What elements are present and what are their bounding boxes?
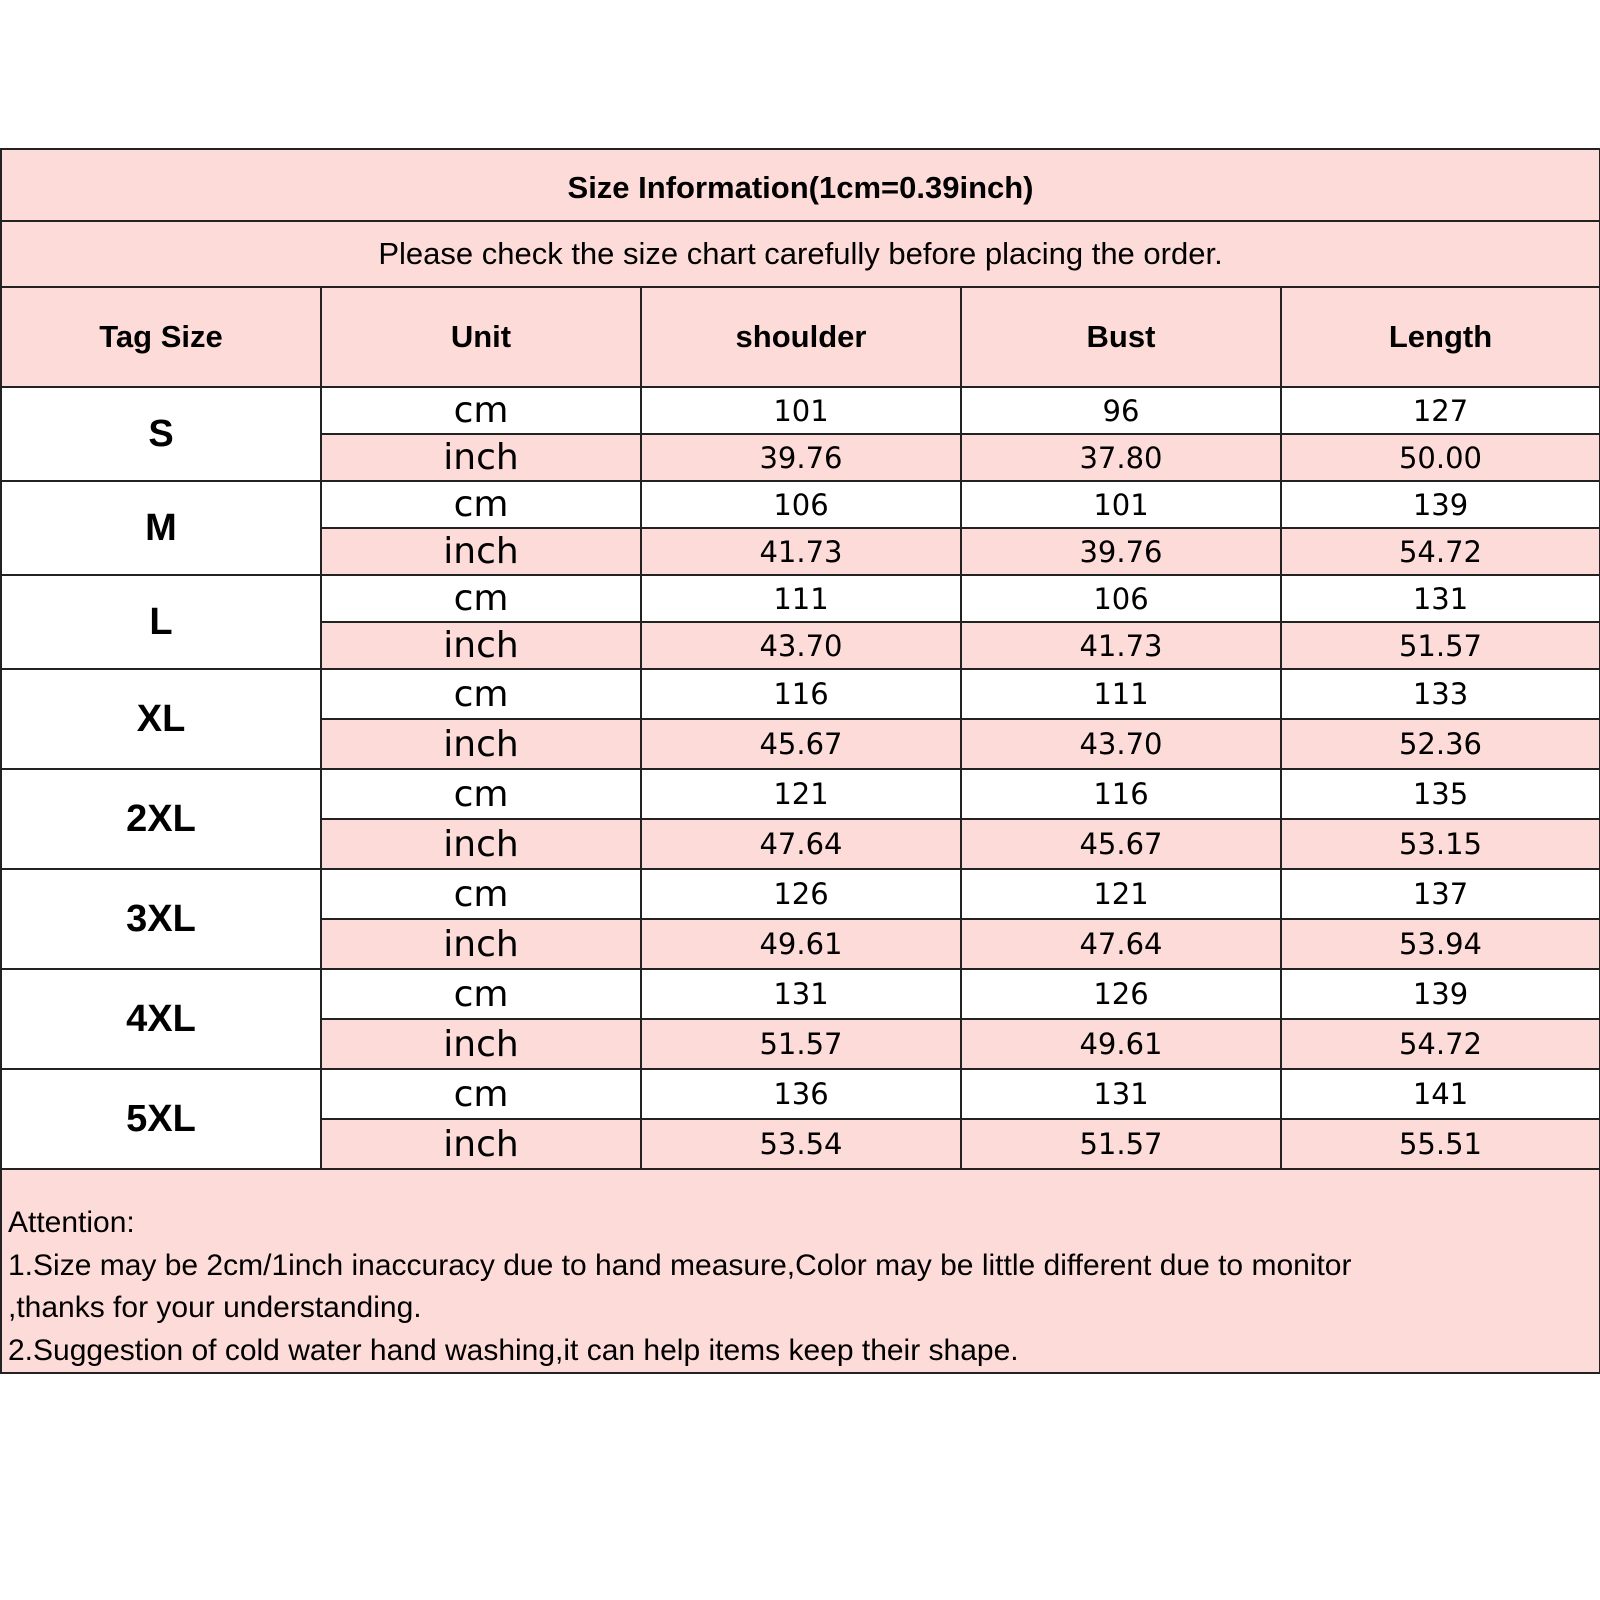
shoulder-value-cell: 121 (641, 769, 961, 819)
attention-line-1: 1.Size may be 2cm/1inch inaccuracy due to hand measure,Color may be little different due to monitor (8, 1248, 1352, 1282)
length-value-cell: 133 (1281, 669, 1600, 719)
length-value-cell: 53.15 (1281, 819, 1600, 869)
bust-value-cell: 45.67 (961, 819, 1281, 869)
bust-value-cell: 37.80 (961, 434, 1281, 481)
bust-value-cell: 106 (961, 575, 1281, 622)
shoulder-value-cell: 51.57 (641, 1019, 961, 1069)
size-row-l-cm (1, 575, 1600, 622)
attention-line-2: ,thanks for your understanding. (8, 1291, 422, 1324)
length-value-cell: 139 (1281, 481, 1600, 528)
size-row-4xl-cm (1, 969, 1600, 1019)
unit-cell: inch (321, 622, 641, 669)
unit-cell: inch (321, 919, 641, 969)
shoulder-value-cell: 111 (641, 575, 961, 622)
length-value-cell: 137 (1281, 869, 1600, 919)
unit-cell: inch (321, 819, 641, 869)
size-row-2xl-cm (1, 769, 1600, 819)
bust-value-cell: 47.64 (961, 919, 1281, 969)
attention-row (1, 1169, 1600, 1373)
length-value-cell: 135 (1281, 769, 1600, 819)
tag-size-cell: 2XL (1, 769, 321, 869)
length-value-cell: 127 (1281, 387, 1600, 434)
size-row-s-cm (1, 387, 1600, 434)
header-bust: Bust (961, 287, 1281, 387)
unit-cell: inch (321, 434, 641, 481)
unit-cell: inch (321, 1019, 641, 1069)
tag-size-cell: 4XL (1, 969, 321, 1069)
size-chart-title: Size Information(1cm=0.39inch) (1, 149, 1600, 221)
length-value-cell: 131 (1281, 575, 1600, 622)
length-value-cell: 52.36 (1281, 719, 1600, 769)
unit-cell: inch (321, 1119, 641, 1169)
size-row-m-cm (1, 481, 1600, 528)
header-length: Length (1281, 287, 1600, 387)
unit-cell: cm (321, 575, 641, 622)
length-value-cell: 139 (1281, 969, 1600, 1019)
bust-value-cell: 43.70 (961, 719, 1281, 769)
attention-heading: Attention: (8, 1206, 135, 1239)
shoulder-value-cell: 131 (641, 969, 961, 1019)
unit-cell: cm (321, 669, 641, 719)
shoulder-value-cell: 39.76 (641, 434, 961, 481)
bust-value-cell: 39.76 (961, 528, 1281, 575)
length-value-cell: 54.72 (1281, 1019, 1600, 1069)
tag-size-cell: L (1, 575, 321, 669)
unit-cell: inch (321, 719, 641, 769)
bust-value-cell: 96 (961, 387, 1281, 434)
header-tag-size: Tag Size (1, 287, 321, 387)
size-row-5xl-cm (1, 1069, 1600, 1119)
shoulder-value-cell: 47.64 (641, 819, 961, 869)
shoulder-value-cell: 106 (641, 481, 961, 528)
unit-cell: inch (321, 528, 641, 575)
bust-value-cell: 131 (961, 1069, 1281, 1119)
bust-value-cell: 51.57 (961, 1119, 1281, 1169)
shoulder-value-cell: 53.54 (641, 1119, 961, 1169)
unit-cell: cm (321, 387, 641, 434)
bust-value-cell: 116 (961, 769, 1281, 819)
tag-size-cell: M (1, 481, 321, 575)
length-value-cell: 50.00 (1281, 434, 1600, 481)
shoulder-value-cell: 43.70 (641, 622, 961, 669)
size-chart-table (0, 148, 1600, 1374)
shoulder-value-cell: 49.61 (641, 919, 961, 969)
attention-line-3: 2.Suggestion of cold water hand washing,it can help items keep their shape. (8, 1333, 1019, 1367)
shoulder-value-cell: 41.73 (641, 528, 961, 575)
shoulder-value-cell: 136 (641, 1069, 961, 1119)
bust-value-cell: 41.73 (961, 622, 1281, 669)
bust-value-cell: 101 (961, 481, 1281, 528)
header-row (1, 287, 1600, 387)
size-row-3xl-cm (1, 869, 1600, 919)
size-chart-subtitle: Please check the size chart carefully before placing the order. (1, 221, 1600, 287)
tag-size-cell: 5XL (1, 1069, 321, 1169)
shoulder-value-cell: 101 (641, 387, 961, 434)
header-unit: Unit (321, 287, 641, 387)
bust-value-cell: 126 (961, 969, 1281, 1019)
shoulder-value-cell: 45.67 (641, 719, 961, 769)
bust-value-cell: 111 (961, 669, 1281, 719)
shoulder-value-cell: 116 (641, 669, 961, 719)
unit-cell: cm (321, 769, 641, 819)
bust-value-cell: 49.61 (961, 1019, 1281, 1069)
shoulder-value-cell: 126 (641, 869, 961, 919)
length-value-cell: 51.57 (1281, 622, 1600, 669)
length-value-cell: 54.72 (1281, 528, 1600, 575)
size-row-xl-cm (1, 669, 1600, 719)
subtitle-row (1, 221, 1600, 287)
unit-cell: cm (321, 969, 641, 1019)
tag-size-cell: 3XL (1, 869, 321, 969)
length-value-cell: 53.94 (1281, 919, 1600, 969)
unit-cell: cm (321, 481, 641, 528)
attention-note (1, 1169, 1600, 1373)
bust-value-cell: 121 (961, 869, 1281, 919)
unit-cell: cm (321, 869, 641, 919)
unit-cell: cm (321, 1069, 641, 1119)
header-shoulder: shoulder (641, 287, 961, 387)
tag-size-cell: XL (1, 669, 321, 769)
length-value-cell: 141 (1281, 1069, 1600, 1119)
length-value-cell: 55.51 (1281, 1119, 1600, 1169)
tag-size-cell: S (1, 387, 321, 481)
title-row (1, 149, 1600, 221)
